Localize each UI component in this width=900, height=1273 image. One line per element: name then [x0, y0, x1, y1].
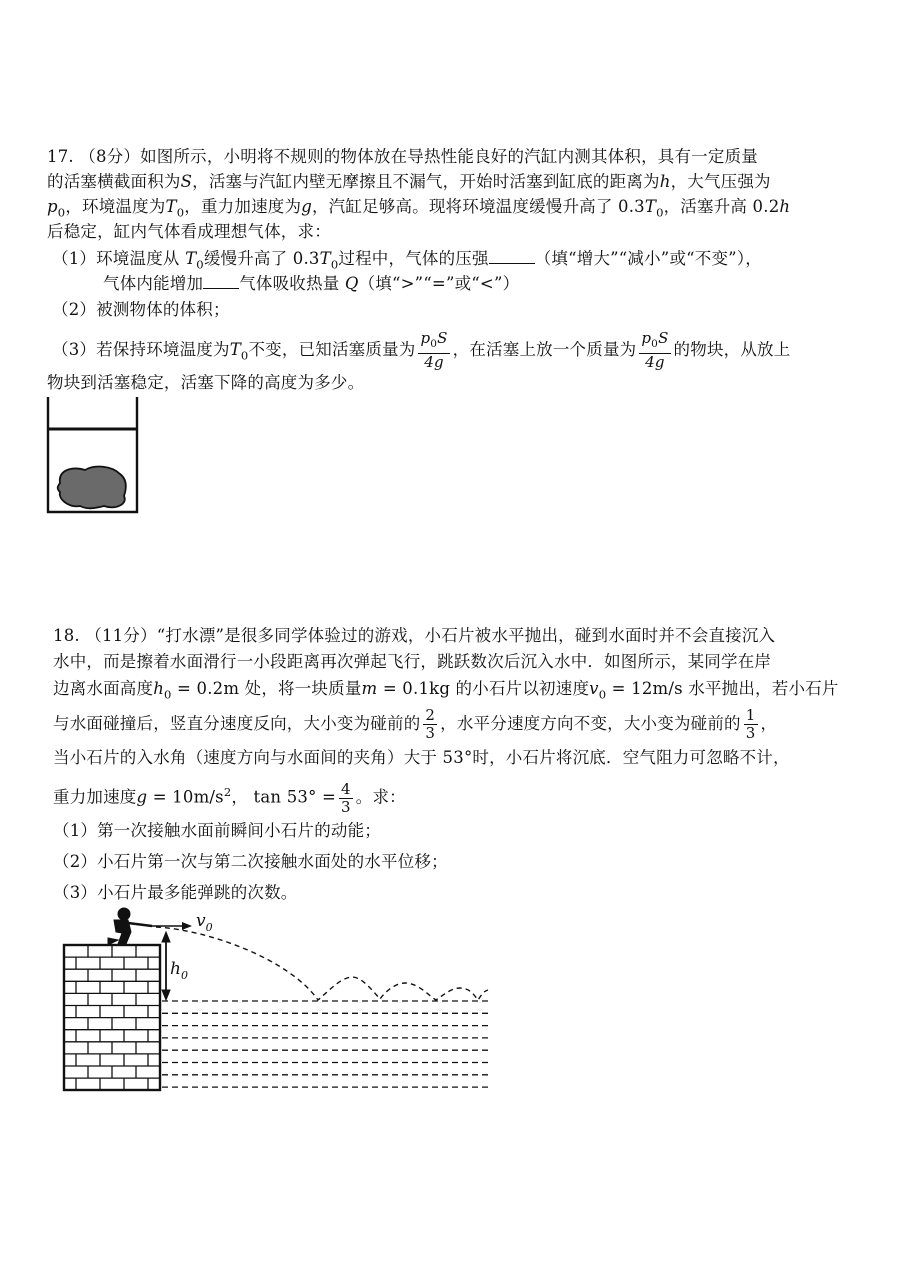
q18-text: 与水面碰撞后，竖直分速度反向，大小变为碰前的	[53, 714, 421, 733]
sup: 2	[223, 785, 232, 799]
var-p: p	[641, 329, 652, 347]
sub: 0	[240, 348, 249, 363]
q18-text: 边离水面高度	[53, 679, 154, 698]
sub: 0	[430, 338, 438, 350]
q18-text: ，水平分速度方向不变，大小变为碰前的	[440, 714, 741, 733]
q17-text: ，在活塞上放一个质量为	[452, 340, 637, 359]
var-T: T	[185, 249, 197, 268]
q17-text: ，重力加速度为	[184, 197, 302, 216]
var-m: m	[361, 679, 378, 698]
q17-text: ，活塞与汽缸内壁无摩擦且不漏气，开始时活塞到缸底的距离为	[192, 172, 660, 191]
q17-text: 的活塞横截面积为	[47, 172, 181, 191]
fraction-denominator: 3	[745, 724, 756, 742]
velocity-arrow	[150, 922, 192, 930]
fraction-denominator: 3	[341, 797, 351, 816]
fraction-numerator: 4	[341, 779, 351, 798]
q17-text: 的物块，从放上	[673, 340, 791, 359]
q18-text: （3）小石片最多能弹跳的次数。	[53, 883, 298, 902]
var-p: p	[420, 329, 431, 347]
q18-text: 。求：	[355, 787, 406, 807]
sub: 0	[656, 205, 664, 220]
h0-arrow	[162, 932, 170, 1000]
var-S: S	[437, 329, 448, 347]
sub: 0	[598, 687, 607, 702]
var-T: T	[229, 340, 241, 359]
q17-text: 后稳定，缸内气体看成理想气体，求：	[47, 222, 331, 241]
var-S: S	[180, 172, 193, 191]
q18-text: = 0.1kg 的小石片以初速度	[377, 679, 590, 698]
var-h: h	[779, 197, 791, 216]
q17-text: ，环境温度为	[65, 197, 166, 216]
var-T: T	[319, 249, 331, 268]
q17-text: 缓慢升高了 0.3	[203, 249, 320, 268]
stone-trajectory	[156, 927, 488, 1000]
v0-label: $v_0$	[196, 911, 213, 934]
fraction-numerator: 1	[745, 706, 756, 724]
var-h: h	[659, 172, 671, 191]
q17-text: ，活塞升高 0.2	[663, 197, 780, 216]
q17-text: ，大气压强为	[670, 172, 771, 191]
q18-text: （1）第一次接触水面前瞬间小石片的动能；	[53, 821, 381, 840]
sub: 0	[651, 338, 659, 350]
var-Q: Q	[344, 274, 359, 293]
q17-text: 气体吸收热量	[239, 274, 340, 293]
q17-text: 气体内能增加	[103, 274, 204, 293]
q17-text: 17. （8分）如图所示，小明将不规则的物体放在导热性能良好的汽缸内测其体积，具有一定质量	[47, 147, 758, 166]
q18-text: ， tan 53° =	[231, 787, 337, 807]
var-v0: v	[589, 679, 599, 698]
q17-text: 物块到活塞稳定，活塞下降的高度为多少。	[47, 373, 365, 392]
q17-text: 过程中，气体的压强	[338, 249, 489, 268]
var-T: T	[644, 197, 657, 216]
q17-text: （3）若保持环境温度为	[52, 340, 230, 359]
brick-bank	[64, 945, 160, 1090]
var-S: S	[658, 329, 669, 347]
q18-text: ，	[760, 714, 778, 733]
var-h0: h	[153, 679, 165, 698]
q17-text: （2）被测物体的体积；	[52, 300, 230, 319]
var-4g: 4g	[424, 353, 444, 371]
q18-text: 18. （11分）“打水漂”是很多同学体验过的游戏，小石片被水平抛出，碰到水面时并不会直接沉入	[53, 626, 776, 645]
fraction-numerator: 2	[425, 706, 436, 724]
sub: 0	[330, 257, 339, 272]
q17-text: （填“增大”“减小”或“不变”），	[534, 249, 762, 268]
q18-text: 当小石片的入水角（速度方向与水面间的夹角）大于 53°时，小石片将沉底．空气阻力可忽略不计，	[53, 748, 790, 767]
q17-text: 不变，已知活塞质量为	[248, 340, 416, 359]
var-g: g	[136, 787, 148, 807]
sub: 0	[176, 205, 185, 220]
sub: 0	[164, 687, 172, 702]
water	[162, 1001, 488, 1087]
var-4g: 4g	[645, 353, 665, 371]
fraction-denominator: 3	[425, 724, 436, 742]
var-T: T	[165, 197, 177, 216]
var-p: p	[47, 197, 58, 216]
q18-text: = 0.2m 处，将一块质量	[171, 679, 362, 698]
q18-text: = 10m/s	[147, 787, 224, 807]
sub: 0	[57, 205, 66, 220]
q17-text: ，汽缸足够高。现将环境温度缓慢升高了 0.3	[311, 197, 645, 216]
q18-text: （2）小石片第一次与第二次接触水面处的水平位移；	[53, 852, 448, 871]
q18-text: 水中，而是擦着水面滑行一小段距离再次弹起飞行，跳跃数次后沉入水中．如图所示，某同学在岸	[53, 652, 772, 671]
q17-text: （1）环境温度从	[52, 249, 180, 268]
person-icon	[108, 908, 152, 944]
sub: 0	[196, 257, 204, 272]
q18-text: = 12m/s 水平抛出，若小石片	[606, 679, 839, 698]
q17-text: （填“>”“=”或“<”）	[358, 274, 520, 293]
q18-text: 重力加速度	[53, 787, 137, 807]
h0-label: $h_0$	[170, 959, 188, 982]
var-g: g	[301, 197, 312, 216]
